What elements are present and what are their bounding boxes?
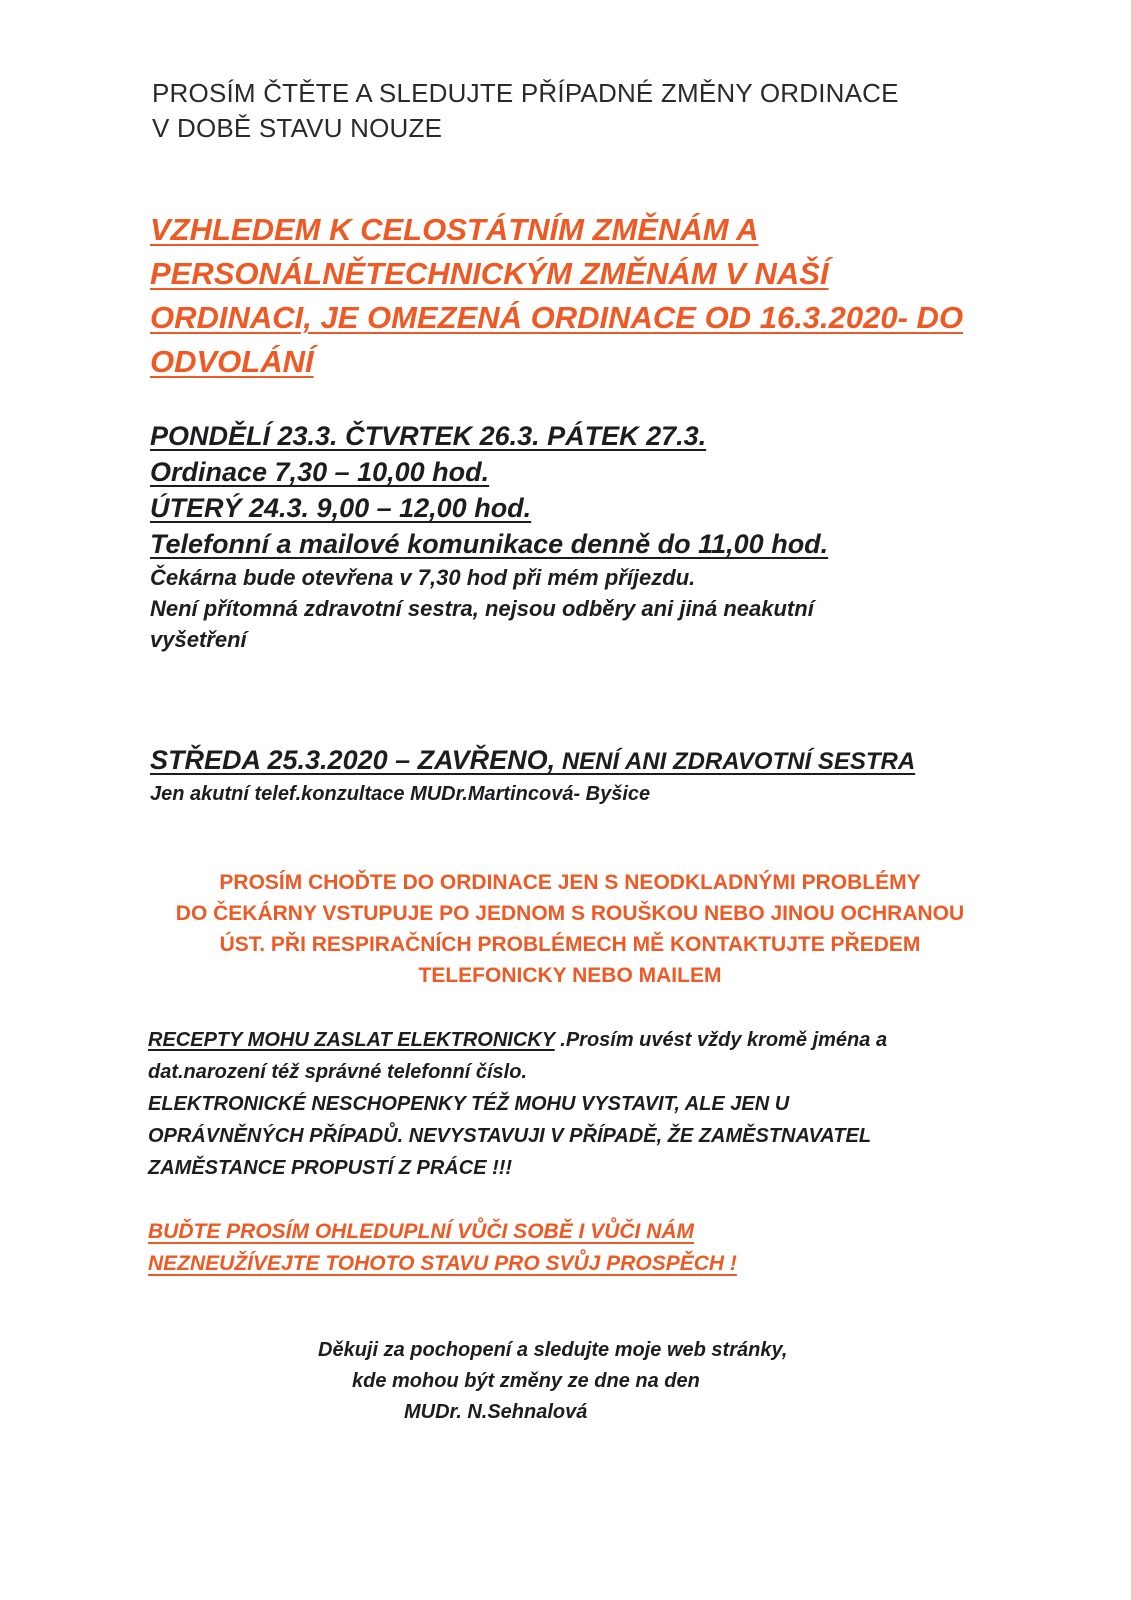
headline-line-3: ORDINACI, JE OMEZENÁ ORDINACE OD 16.3.2020- DO — [150, 300, 964, 335]
schedule-days: PONDĚLÍ 23.3. ČTVRTEK 26.3. PÁTEK 27.3. — [150, 421, 707, 451]
headline-line-2: PERSONÁLNĚTECHNICKÝM ZMĚNÁM V NAŠÍ — [150, 256, 829, 291]
notice-line-3: ÚST. PŘI RESPIRAČNÍCH PROBLÉMECH MĚ KONTAKTUJTE PŘEDEM — [219, 933, 921, 956]
wednesday-no-nurse: NENÍ ANI ZDRAVOTNÍ SESTRA — [555, 748, 916, 775]
intro-heading — [152, 76, 899, 146]
please-block — [148, 1216, 737, 1280]
thanks-line-2: kde mohou být změny ze dne na den — [352, 1370, 700, 1392]
notice-block — [160, 867, 980, 991]
schedule — [150, 418, 828, 655]
schedule-phone: Telefonní a mailové komunikace denně do 11,00 hod. — [150, 529, 829, 559]
recipes-line-2: dat.narození též správné telefonní číslo. — [148, 1061, 527, 1083]
recipes-line-4: OPRÁVNĚNÝCH PŘÍPADŮ. NEVYSTAVUJI V PŘÍPADĚ, ŽE ZAMĚSTNAVATEL — [148, 1125, 872, 1147]
please-line-1: BUĎTE PROSÍM OHLEDUPLNÍ VŮČI SOBĚ I VŮČI NÁM — [148, 1220, 695, 1243]
signature: MUDr. N.Sehnalová — [404, 1401, 588, 1423]
schedule-tuesday: ÚTERÝ 24.3. 9,00 – 12,00 hod. — [150, 493, 532, 523]
notice-line-2: DO ČEKÁRNY VSTUPUJE PO JEDNOM S ROUŠKOU NEBO JINOU OCHRANOU — [175, 902, 965, 925]
intro-line-2: V DOBĚ STAVU NOUZE — [152, 113, 443, 143]
recipes-rest: .Prosím uvést vždy kromě jména a — [554, 1029, 888, 1051]
recipes-line-1 — [148, 1024, 887, 1056]
thanks-block — [318, 1335, 787, 1428]
intro-line-1: PROSÍM ČTĚTE A SLEDUJTE PŘÍPADNÉ ZMĚNY ORDINACE — [152, 78, 899, 108]
headline-line-4: ODVOLÁNÍ — [150, 344, 314, 379]
wednesday-closed — [150, 743, 915, 809]
headline-line-1: VZHLEDEM K CELOSTÁTNÍM ZMĚNÁM A — [150, 212, 759, 247]
recipes-line-3: ELEKTRONICKÉ NESCHOPENKY TÉŽ MOHU VYSTAVIT, ALE JEN U — [148, 1093, 790, 1115]
schedule-no-nurse-2: vyšetření — [150, 627, 247, 652]
schedule-hours: Ordinace 7,30 – 10,00 hod. — [150, 457, 490, 487]
recipes-line-5: ZAMĚSTANCE PROPUSTÍ Z PRÁCE !!! — [148, 1157, 513, 1179]
please-line-2: NEZNEUŽÍVEJTE TOHOTO STAVU PRO SVŮJ PROSPĚCH ! — [148, 1252, 737, 1275]
recipes-block — [148, 1024, 887, 1184]
thanks-line-1: Děkuji za pochopení a sledujte moje web stránky, — [318, 1339, 788, 1361]
wednesday-consult: Jen akutní telef.konzultace MUDr.Martincová- Byšice — [150, 783, 651, 805]
notice-line-1: PROSÍM CHOĎTE DO ORDINACE JEN S NEODKLADNÝMI PROBLÉMY — [219, 871, 921, 894]
schedule-no-nurse-1: Není přítomná zdravotní sestra, nejsou odběry ani jiná neakutní — [150, 596, 814, 621]
wednesday-closed-line — [150, 743, 915, 779]
schedule-waiting-room: Čekárna bude otevřena v 7,30 hod při mém příjezdu. — [150, 565, 696, 590]
recipes-lead: RECEPTY MOHU ZASLAT ELEKTRONICKY — [148, 1029, 555, 1051]
wednesday-closed-text: STŘEDA 25.3.2020 – ZAVŘENO, — [150, 745, 556, 775]
notice-line-4: TELEFONICKY NEBO MAILEM — [418, 964, 722, 987]
headline — [150, 208, 963, 384]
